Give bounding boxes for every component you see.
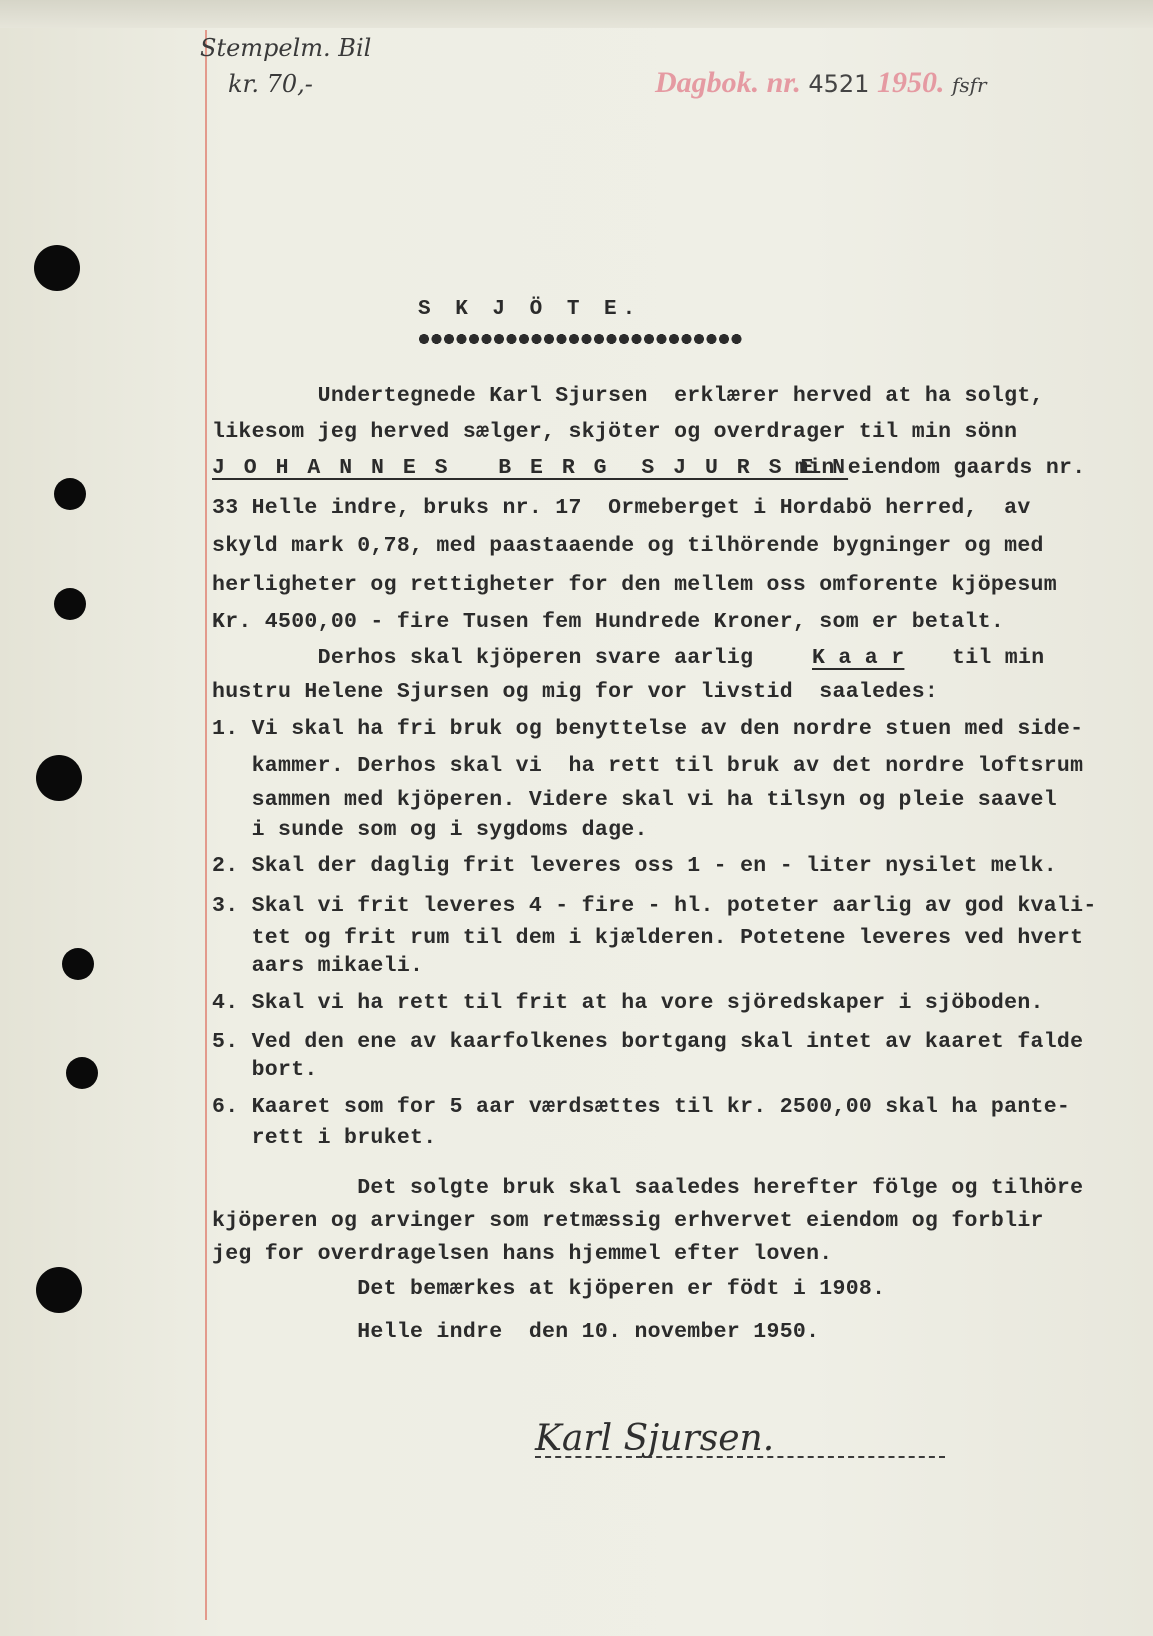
text-line: 4. Skal vi ha rett til frit at ha vore sjöredskaper i sjöboden.: [212, 991, 1044, 1015]
place-date-line: Helle indre den 10. november 1950.: [212, 1320, 820, 1344]
text-line: herligheter og rettigheter for den mellem oss omforente kjöpesum: [212, 573, 1057, 597]
text-line: 1. Vi skal ha fri bruk og benyttelse av den nordre stuen med side-: [212, 717, 1084, 741]
punch-hole: [34, 245, 80, 291]
text-line: til min: [952, 646, 1045, 670]
text-line: 3. Skal vi frit leveres 4 - fire - hl. poteter aarlig av god kvali-: [212, 894, 1097, 918]
diary-year: 1950.: [876, 66, 945, 99]
punch-hole: [36, 755, 82, 801]
handwritten-note: Stempelm. Bil: [200, 34, 372, 62]
text-line: likesom jeg herved sælger, skjöter og overdrager til min sönn: [212, 420, 1018, 444]
text-line: Det solgte bruk skal saaledes herefter fölge og tilhöre: [212, 1176, 1084, 1200]
text-line: min eiendom gaards nr.: [795, 456, 1086, 480]
text-line: 33 Helle indre, bruks nr. 17 Ormeberget i Hordabö herred, av: [212, 496, 1031, 520]
text-line: Det bemærkes at kjöperen er födt i 1908.: [212, 1277, 886, 1301]
text-line: kammer. Derhos skal vi ha rett til bruk av det nordre loftsrum: [212, 754, 1084, 778]
diary-stamp: [655, 66, 987, 100]
text-line: tet og frit rum til dem i kjælderen. Potetene leveres ved hvert: [212, 926, 1084, 950]
text-line: Kr. 4500,00 - fire Tusen fem Hundrede Kroner, som er betalt.: [212, 610, 1005, 634]
text-line: hustru Helene Sjursen og mig for vor livstid saaledes:: [212, 680, 939, 704]
text-line: 2. Skal der daglig frit leveres oss 1 - en - liter nysilet melk.: [212, 854, 1057, 878]
text-line: jeg for overdragelsen hans hjemmel efter loven.: [212, 1242, 833, 1266]
text-line: aars mikaeli.: [212, 954, 424, 978]
punch-hole: [66, 1057, 98, 1089]
text-line: bort.: [212, 1058, 318, 1082]
text-line: 5. Ved den ene av kaarfolkenes bortgang skal intet av kaaret falde: [212, 1030, 1084, 1054]
document-title: S K J Ö T E.: [418, 298, 642, 321]
title-decoration: [418, 332, 743, 346]
signature: Karl Sjursen.: [535, 1418, 775, 1459]
stamp-label: Dagbok. nr.: [655, 66, 801, 99]
handwritten-fee: kr. 70,-: [228, 70, 313, 98]
punch-hole: [54, 478, 86, 510]
signature-line: [535, 1456, 945, 1458]
punch-hole: [54, 588, 86, 620]
punch-hole: [36, 1267, 82, 1313]
text-line: kjöperen og arvinger som retmæssig erhvervet eiendom og forblir: [212, 1209, 1044, 1233]
buyer-name: J O H A N N E S B E R G S J U R S E N: [212, 456, 849, 480]
diary-number: 4521: [808, 70, 870, 98]
scan-top-edge: [0, 0, 1153, 28]
text-line: rett i bruket.: [212, 1126, 437, 1150]
text-line: 6. Kaaret som for 5 aar værdsættes til kr. 2500,00 skal ha pante-: [212, 1095, 1071, 1119]
text-line: Derhos skal kjöperen svare aarlig: [212, 646, 754, 670]
text-line: skyld mark 0,78, med paastaaende og tilhörende bygninger og med: [212, 534, 1044, 558]
red-margin-line: [205, 30, 207, 1620]
text-line: i sunde som og i sygdoms dage.: [212, 818, 648, 842]
kaar-word: K a a r: [812, 646, 905, 670]
punch-hole: [62, 948, 94, 980]
stamp-initials: fsfr: [951, 73, 987, 97]
text-line: Undertegnede Karl Sjursen erklærer herved at ha solgt,: [212, 384, 1044, 408]
text-line: sammen med kjöperen. Videre skal vi ha tilsyn og pleie saavel: [212, 788, 1057, 812]
